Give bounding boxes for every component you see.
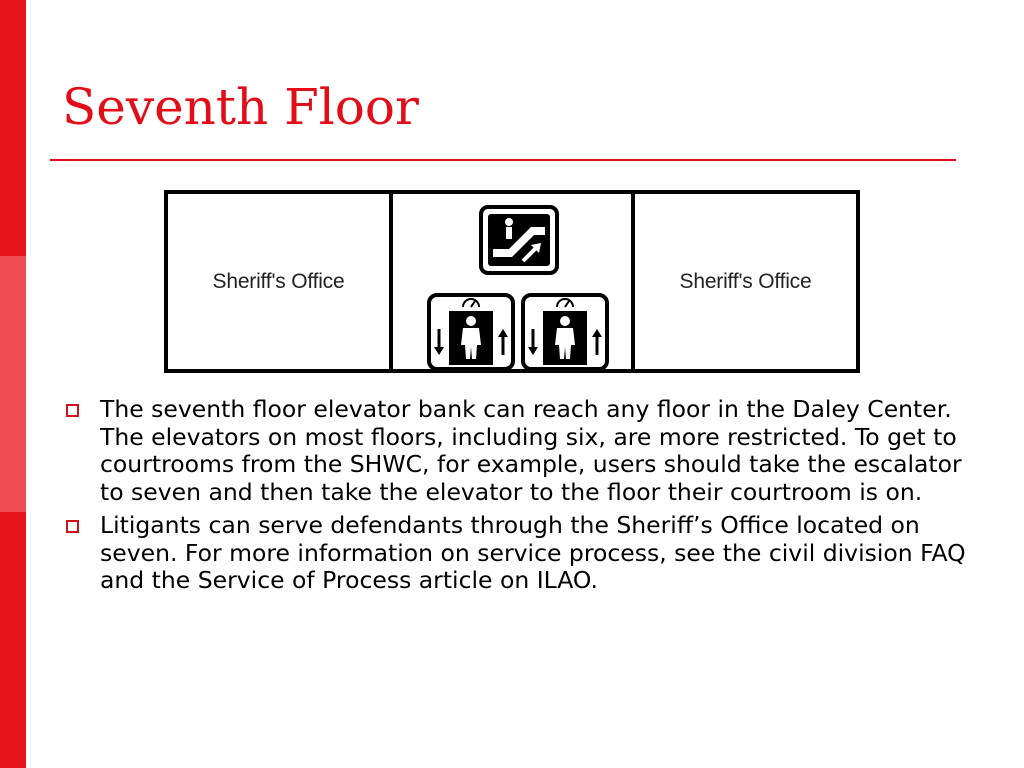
title-divider — [50, 159, 956, 161]
escalator-icon — [479, 205, 559, 275]
floor-map-center-core — [393, 194, 635, 369]
left-room-label: Sheriff's Office — [212, 269, 345, 293]
slide-title: Seventh Floor — [62, 78, 419, 136]
bullet-item — [66, 396, 966, 506]
elevator-icon — [521, 293, 609, 371]
side-accent-bar-bottom — [0, 512, 26, 768]
bullet-item — [66, 512, 966, 595]
right-room-label: Sheriff's Office — [679, 269, 812, 293]
floor-map-right-room — [635, 194, 856, 369]
bullet-text: Litigants can serve defendants through the Sheriff’s Office located on seven. For more information on service process, see the civil division FAQ and the Service of Process article on ILAO. — [100, 511, 966, 594]
bullet-square-icon — [66, 520, 79, 533]
side-accent-bar-middle — [0, 256, 26, 512]
side-accent-bar-top — [0, 0, 26, 256]
bullet-text: The seventh floor elevator bank can reach any floor in the Daley Center. The elevators on most floors, including six, are more restricted. To get to courtrooms from the SHWC, for example, users should take the escalator to seven and then take the elevator to the floor their courtroom is on. — [100, 395, 962, 506]
bullet-list — [66, 396, 966, 601]
floor-map-left-room — [168, 194, 393, 369]
floor-map — [164, 190, 860, 373]
bullet-square-icon — [66, 404, 79, 417]
elevator-icon — [427, 293, 515, 371]
